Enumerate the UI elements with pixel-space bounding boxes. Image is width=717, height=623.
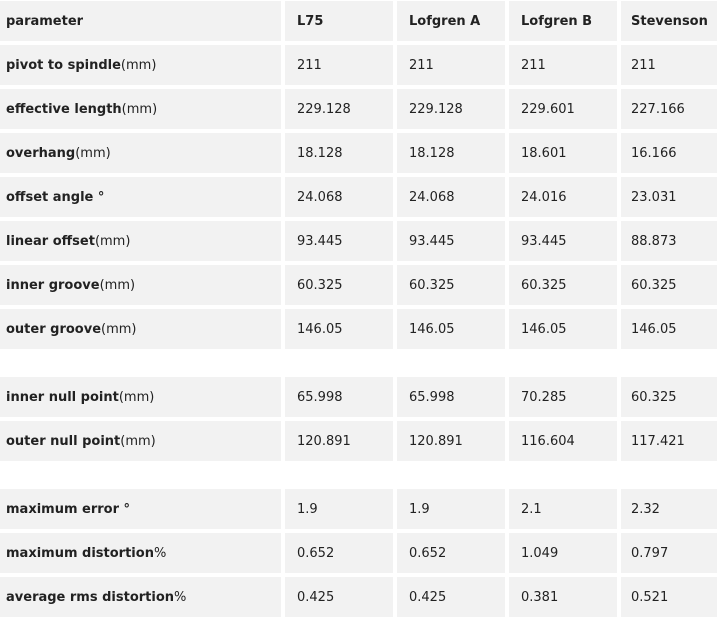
value-cell: 120.891 [285,421,393,461]
row-label [0,265,281,305]
param-name: maximum error ° [6,501,131,517]
param-unit: (mm) [121,101,158,117]
row-label [0,377,281,417]
param-name: inner groove [6,277,100,293]
value-cell: 146.05 [285,309,393,349]
header-cell: L75 [285,1,393,41]
value-cell: 120.891 [397,421,505,461]
param-name: average rms distortion [6,589,175,605]
value-cell: 0.425 [397,577,505,617]
header-cell: Stevenson [621,1,717,41]
value-cell: 93.445 [285,221,393,261]
header-cell: parameter [0,1,281,41]
value-cell: 23.031 [621,177,717,217]
row-label [0,577,281,617]
value-cell: 1.9 [285,489,393,529]
param-name: outer groove [6,321,102,337]
value-cell: 229.128 [285,89,393,129]
param-unit: (mm) [99,277,136,293]
value-cell: 65.998 [285,377,393,417]
value-cell: 2.32 [621,489,717,529]
value-cell: 60.325 [397,265,505,305]
value-cell: 18.601 [509,133,617,173]
value-cell: 0.652 [285,533,393,573]
param-unit: % [153,545,167,561]
value-cell: 0.425 [285,577,393,617]
value-cell: 227.166 [621,89,717,129]
row-label [0,533,281,573]
row-label [0,133,281,173]
table-row [0,89,717,129]
param-unit: (mm) [120,57,157,73]
value-cell: 65.998 [397,377,505,417]
value-cell: 24.068 [397,177,505,217]
value-cell: 229.128 [397,89,505,129]
value-cell: 60.325 [621,265,717,305]
value-cell: 116.604 [509,421,617,461]
param-name: linear offset [6,233,95,249]
table-row [0,489,717,529]
table-row [0,421,717,461]
table-row [0,309,717,349]
value-cell: 18.128 [397,133,505,173]
value-cell: 70.285 [509,377,617,417]
value-cell: 146.05 [397,309,505,349]
value-cell: 2.1 [509,489,617,529]
value-cell: 146.05 [621,309,717,349]
row-label [0,177,281,217]
header-cell: Lofgren A [397,1,505,41]
value-cell: 93.445 [397,221,505,261]
param-name: effective length [6,101,122,117]
value-cell: 211 [285,45,393,85]
param-name: outer null point [6,433,121,449]
value-cell: 117.421 [621,421,717,461]
param-name: pivot to spindle [6,57,121,73]
header-cell: Lofgren B [509,1,617,41]
value-cell: 0.521 [621,577,717,617]
row-label [0,309,281,349]
value-cell: 211 [621,45,717,85]
value-cell: 24.068 [285,177,393,217]
value-cell: 229.601 [509,89,617,129]
row-label [0,489,281,529]
param-unit: % [174,589,187,605]
value-cell: 146.05 [509,309,617,349]
table-row [0,265,717,305]
param-unit: (mm) [118,389,155,405]
value-cell: 93.445 [509,221,617,261]
table-row [0,533,717,573]
value-cell: 0.652 [397,533,505,573]
table-row [0,577,717,617]
value-cell: 0.797 [621,533,717,573]
value-cell: 0.381 [509,577,617,617]
param-name: inner null point [6,389,119,405]
param-name: overhang [6,145,76,161]
row-label [0,45,281,85]
header-row [0,1,717,41]
value-cell: 60.325 [509,265,617,305]
table-row [0,45,717,85]
value-cell: 1.049 [509,533,617,573]
table-row [0,377,717,417]
param-unit: (mm) [120,433,156,449]
value-cell: 1.9 [397,489,505,529]
param-unit: (mm) [75,145,111,161]
value-cell: 88.873 [621,221,717,261]
value-cell: 60.325 [285,265,393,305]
param-name: offset angle ° [6,189,105,205]
param-unit: (mm) [101,321,137,337]
param-unit: (mm) [94,233,131,249]
value-cell: 211 [509,45,617,85]
value-cell: 18.128 [285,133,393,173]
row-label [0,89,281,129]
param-name: maximum distortion [6,545,154,561]
table-row [0,177,717,217]
table-row [0,133,717,173]
table-row [0,221,717,261]
value-cell: 211 [397,45,505,85]
row-label [0,221,281,261]
value-cell: 60.325 [621,377,717,417]
value-cell: 16.166 [621,133,717,173]
row-label [0,421,281,461]
value-cell: 24.016 [509,177,617,217]
